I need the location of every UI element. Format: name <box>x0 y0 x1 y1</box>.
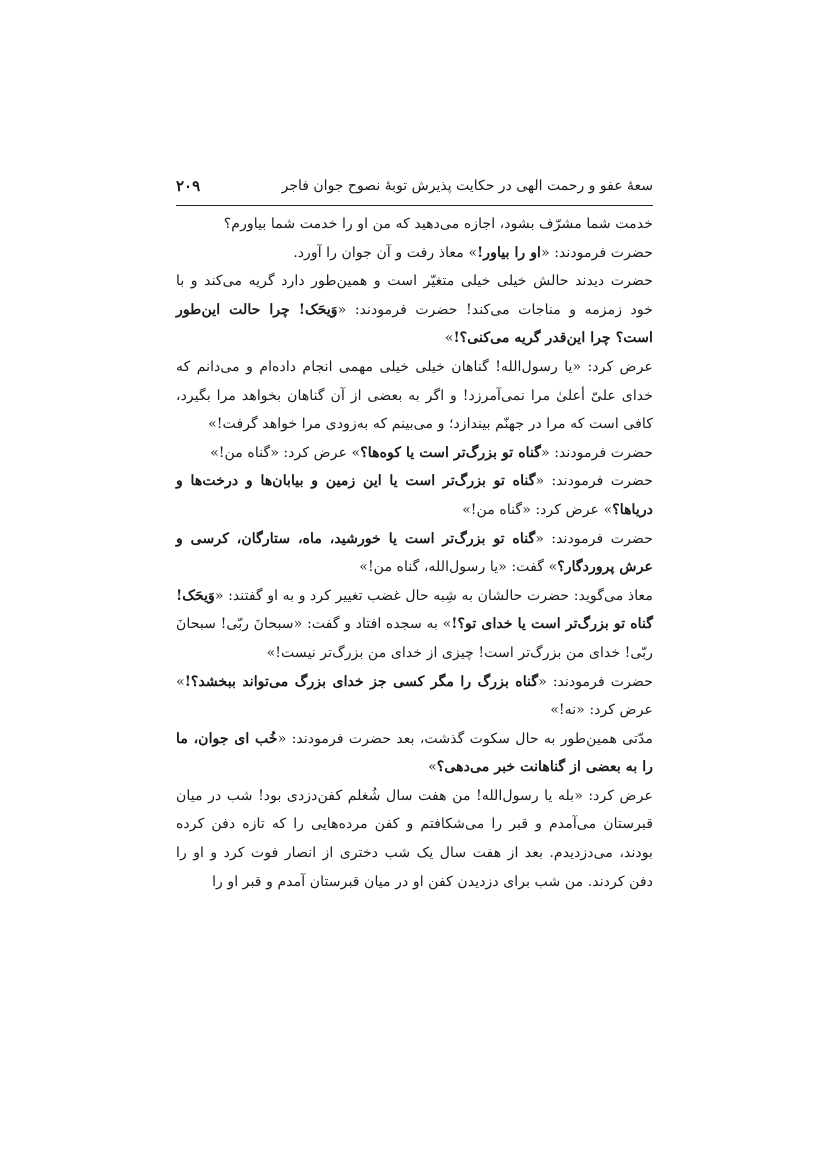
bold-quote: گناه تو بزرگ‌تر است یا کوه‌ها؟ <box>360 444 541 461</box>
text-run: حضرت فرمودند: « <box>535 473 653 490</box>
text-run: » عرض کرد: «گناه من!» <box>462 501 613 518</box>
paragraph <box>176 782 653 896</box>
text-run: حضرت فرمودند: « <box>535 530 653 547</box>
running-title: سعهٔ عفو و رحمت الهی در حکایت پذیرش توبهٔ نصوح جوان فاجر <box>281 178 653 194</box>
bold-quote: گناه تو بزرگ‌تر است یا این زمین و بیابان‌ها و درخت‌ها و دریاها؟ <box>176 473 653 518</box>
paragraph <box>176 239 653 268</box>
page-header <box>176 176 653 202</box>
text-run: خدمت شما مشرّف بشود، اجازه می‌دهید که من او را خدمت شما بیاورم؟ <box>223 216 653 232</box>
bold-quote: او را بیاور! <box>477 244 541 261</box>
bold-quote: گناه بزرگ را مگر کسی جز خدای بزرگ می‌تواند ببخشد؟! <box>184 673 539 690</box>
paragraph <box>176 725 653 782</box>
text-run: عرض کرد: «یا رسول‌الله! گناهان خیلی خیلی مهمی انجام داده‌ام و می‌دانم که خدای علیّ أعلیٰ مرا نمی‌آمرزد! و اگر به بعضی از آن گناهان بخواهد مرا بگیرد، کافی است که مرا در جهنّم بیندازد؛ و می‌بینم که به‌زودی مرا خواهد گرفت!» <box>176 358 653 433</box>
body-text <box>176 210 653 896</box>
text-run: » گفت: «یا رسول‌الله، گناه من!» <box>359 559 558 576</box>
text-run: » عرض کرد: «گناه من!» <box>210 444 361 461</box>
text-run: حضرت فرمودند: « <box>541 444 653 461</box>
bold-quote: وَیحَک! چرا حالت این‌طور است؟ چرا این‌قدر گریه می‌کنی؟! <box>176 301 653 347</box>
bold-quote: وَیحَک! گناه تو بزرگ‌تر است یا خدای تو؟! <box>176 587 654 633</box>
text-run: » <box>444 330 454 347</box>
text-run: » به سجده افتاد و گفت: «سبحانَ ربّی! سبحانَ ربّی! خدای من بزرگ‌تر است! چیزی از خدای من بزرگ‌تر نیست!» <box>176 616 653 661</box>
paragraph <box>176 210 653 239</box>
header-divider <box>176 205 653 206</box>
text-run: » عرض کرد: «نه!» <box>176 673 653 719</box>
paragraph <box>176 668 653 725</box>
text-run: مدّتی همین‌طور به حال سکوت گذشت، بعد حضرت فرمودند: « <box>277 730 653 747</box>
bold-quote: خُب ای جوان، ما را به بعضی از گناهانت خبر می‌دهی؟ <box>176 730 653 776</box>
text-run: » <box>428 759 437 776</box>
paragraph <box>176 582 653 668</box>
text-run: حضرت فرمودند: « <box>541 244 653 261</box>
text-run: حضرت دیدند حالش خیلی خیلی متغیّر است و همین‌طور دارد گریه می‌کند و با خود زمزمه و مناجات می‌کند! حضرت فرمودند: « <box>176 273 653 318</box>
paragraph <box>176 353 653 439</box>
paragraph <box>176 267 653 353</box>
text-run: » معاذ رفت و آن جوان را آورد. <box>293 244 478 261</box>
bold-quote: گناه تو بزرگ‌تر است یا خورشید، ماه، ستارگان، کرسی و عرش پروردگار؟ <box>176 530 653 576</box>
text-run: معاذ می‌گوید: حضرت حالشان به شِبه حال غضب تغییر کرد و به او گفتند: « <box>214 587 653 604</box>
text-run: حضرت فرمودند: « <box>538 673 653 690</box>
paragraph <box>176 439 653 468</box>
text-run: عرض کرد: «بله یا رسول‌الله! من هفت سال شُغلم کفن‌دزدی بود! شب در میان قبرستان می‌آمدم و قبر را می‌شکافتم و کفن مرده‌هایی را که تازه دفن کرده بودند، می‌دزدیدم. بعد از هفت سال یک شب دختری از انصار فوت کرد و او را دفن کردند. من شب برای دزدیدن کفن او در میان قبرستان آمدم و قبر او را <box>176 787 653 890</box>
paragraph <box>176 467 653 524</box>
paragraph <box>176 525 653 582</box>
page-number: ۲۰۹ <box>176 177 201 195</box>
